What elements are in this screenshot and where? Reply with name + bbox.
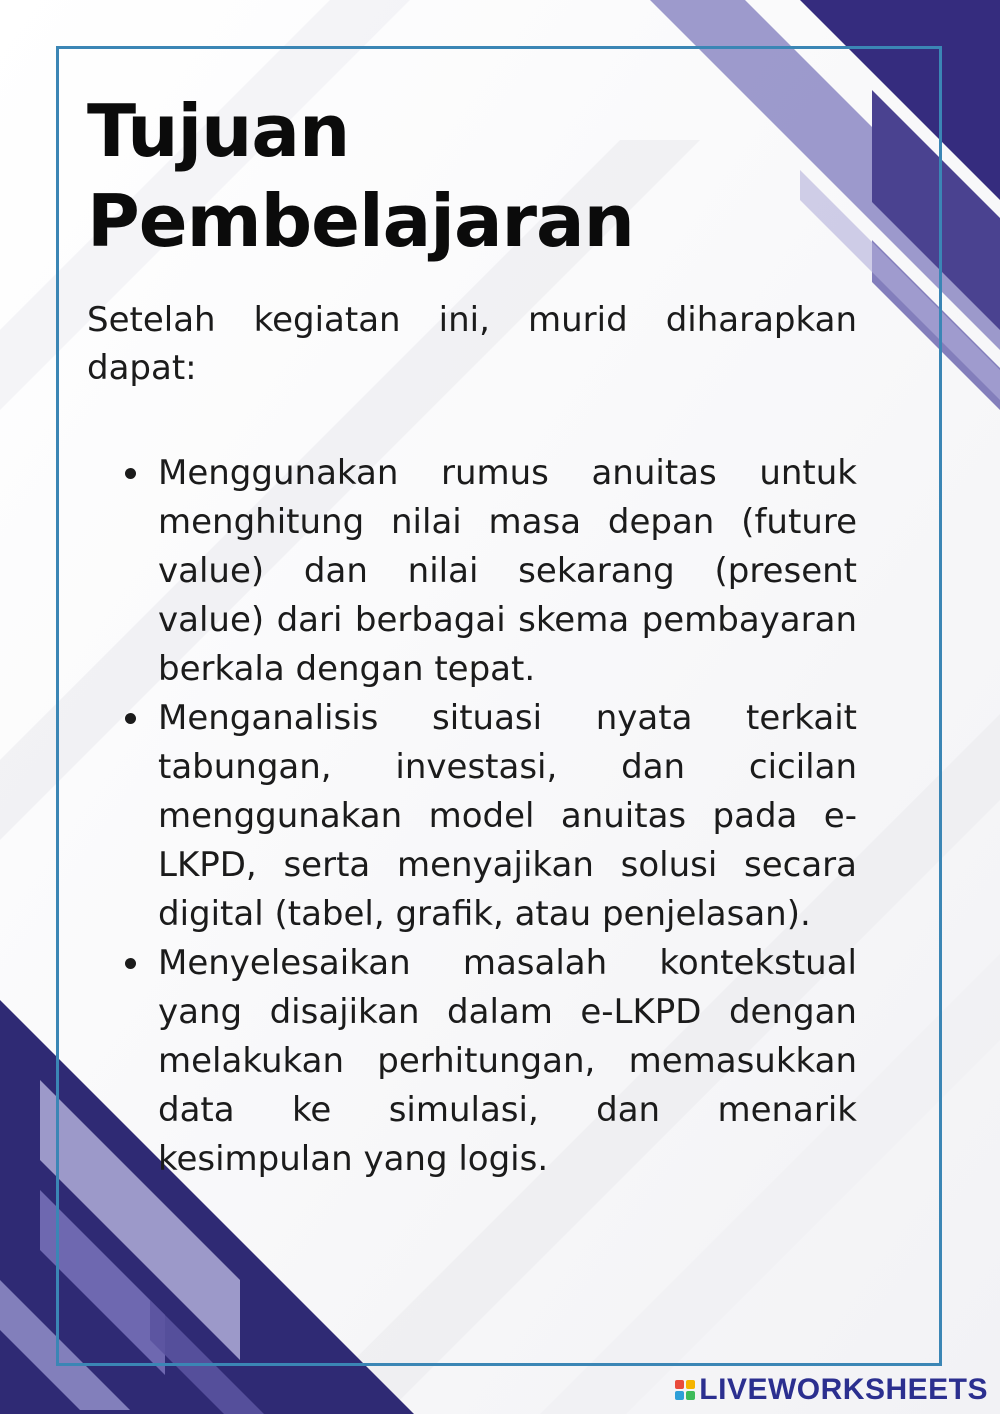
watermark-text: LIVEWORKSHEETS [699, 1373, 988, 1406]
objective-text: Menganalisis situasi nyata terkait tabungan, investasi, dan cicilan menggunakan model anuitas pada e-LKPD, serta menyajikan solusi secara digital (tabel, grafik, atau penjelasan). [158, 698, 857, 934]
liveworksheets-watermark[interactable] [675, 1373, 988, 1407]
list-item [87, 939, 857, 1184]
liveworksheets-logo-icon [675, 1380, 695, 1400]
page-title [87, 86, 857, 266]
bullet-dot-icon [125, 468, 136, 479]
title-line-2: Pembelajaran [87, 179, 634, 263]
intro-text: Setelah kegiatan ini, murid diharapkan dapat: [87, 300, 857, 388]
objectives-list [87, 449, 857, 1184]
objective-text: Menyelesaikan masalah kontekstual yang disajikan dalam e-LKPD dengan melakukan perhitungan, memasukkan data ke simulasi, dan menarik kesimpulan yang logis. [158, 943, 857, 1179]
list-item [87, 449, 857, 694]
title-line-1: Tujuan [87, 89, 350, 173]
list-item [87, 694, 857, 939]
bullet-dot-icon [125, 958, 136, 969]
main-content [87, 86, 857, 1184]
objective-text: Menggunakan rumus anuitas untuk menghitung nilai masa depan (future value) dan nilai sekarang (present value) dari berbagai skema pembayaran berkala dengan tepat. [158, 453, 857, 689]
bullet-dot-icon [125, 713, 136, 724]
